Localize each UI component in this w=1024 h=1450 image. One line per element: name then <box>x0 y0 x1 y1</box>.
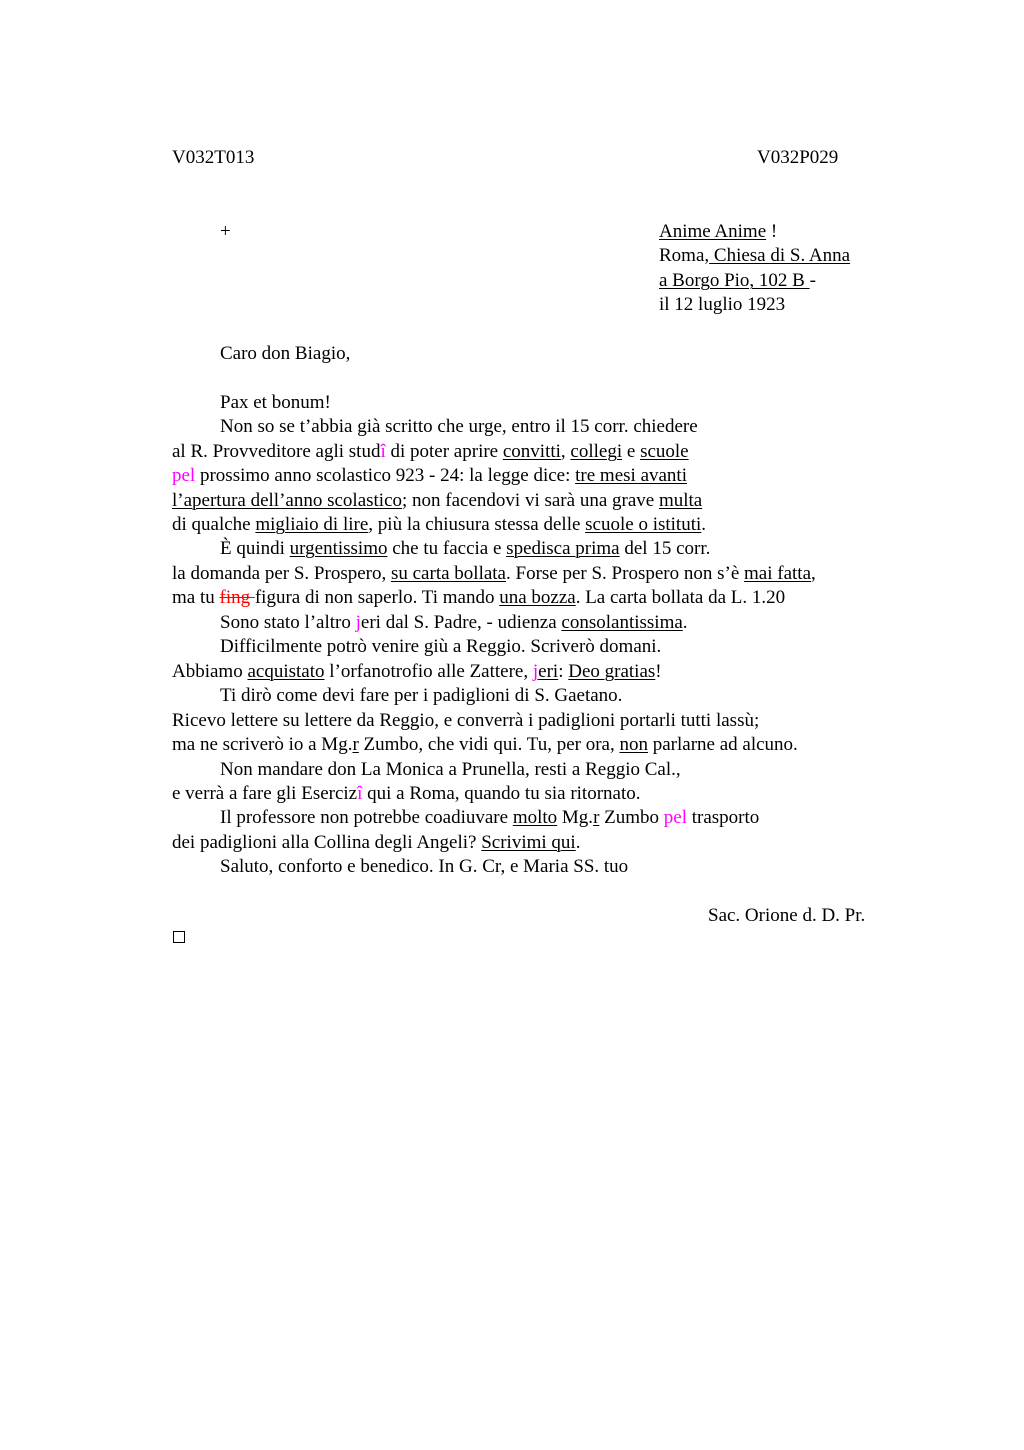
greeting: Caro don Biagio, <box>220 343 351 364</box>
text-run: Il professore non potrebbe coadiuvare <box>220 807 513 828</box>
text-run: di qualche <box>172 514 256 535</box>
body-line-9 <box>172 586 785 610</box>
place-dash: - <box>809 270 816 291</box>
underlined-text: su carta bollata <box>390 563 506 584</box>
body-line-11: Difficilmente potrò venire giù a Reggio. Scriverò domani. <box>220 636 662 657</box>
text-run: , più la chiusura stessa delle <box>368 514 586 535</box>
underlined-text: scuole o istituti <box>585 514 702 535</box>
body-line-6 <box>172 513 706 537</box>
underlined-text: acquistato <box>247 661 325 682</box>
deleted-text: fing <box>219 587 255 608</box>
underlined-text: tre mesi avanti <box>575 465 687 486</box>
underlined-text: scuole <box>640 441 689 462</box>
inserted-mark: j <box>532 661 539 682</box>
text-run: trasporto <box>687 807 760 828</box>
text-run: , <box>560 441 571 462</box>
cross-symbol: + <box>220 221 231 242</box>
underlined-text: migliaio di lire <box>255 514 369 535</box>
text-run: e verrà a fare gli Eserciz <box>172 783 358 804</box>
text-run: . La carta bollata da L. 1.20 <box>575 587 786 608</box>
place-church: Chiesa di S. Anna <box>709 245 851 266</box>
heading-place-line1 <box>659 244 850 268</box>
body-line-20: Saluto, conforto e benedico. In G. Cr, e Maria SS. tuo <box>220 856 629 877</box>
body-line-8 <box>172 562 816 586</box>
document-code-left: V032T013 <box>172 147 255 168</box>
body-line-18 <box>220 806 759 830</box>
text-run: ! <box>655 661 662 682</box>
body-line-7 <box>220 537 710 561</box>
text-run: la domanda per S. Prospero, <box>172 563 391 584</box>
motto-text: Anime Anime <box>659 221 767 242</box>
underlined-text: Deo gratias <box>568 661 656 682</box>
text-run: . <box>701 514 707 535</box>
text-run: qui a Roma, quando tu sia ritornato. <box>362 783 641 804</box>
body-line-19 <box>172 831 580 855</box>
inserted-mark: î <box>380 441 386 462</box>
text-run: Mg. <box>557 807 594 828</box>
place-address: a Borgo Pio, 102 B <box>659 270 810 291</box>
text-run: Sono stato l’altro <box>220 612 356 633</box>
text-run: parlarne ad alcuno. <box>647 734 798 755</box>
body-line-1: Pax et bonum! <box>220 392 331 413</box>
text-run: prossimo anno scolastico 923 - 24: la legge dice: <box>195 465 576 486</box>
underlined-text: consolantissima <box>561 612 683 633</box>
underlined-text: r <box>593 807 600 828</box>
place-city: Roma, <box>659 245 710 266</box>
inserted-word: pel <box>172 465 196 486</box>
body-line-16: Non mandare don La Monica a Prunella, resti a Reggio Cal., <box>220 759 681 780</box>
underlined-text: collegi <box>570 441 623 462</box>
text-run: e <box>622 441 641 462</box>
text-run: dei padiglioni alla Collina degli Angeli? <box>172 832 482 853</box>
body-line-13: Ti dirò come devi fare per i padiglioni di S. Gaetano. <box>220 685 623 706</box>
text-run: ; non facendovi vi sarà una grave <box>402 490 659 511</box>
signature: Sac. Orione d. D. Pr. <box>708 905 866 926</box>
text-run: ma tu <box>172 587 220 608</box>
text-run: di poter aprire <box>385 441 503 462</box>
text-run: del 15 corr. <box>619 538 711 559</box>
text-run: : <box>558 661 569 682</box>
underlined-text: spedisca prima <box>506 538 620 559</box>
letter-date: il 12 luglio 1923 <box>659 294 786 315</box>
body-line-17 <box>172 782 641 806</box>
body-line-14: Ricevo lettere su lettere da Reggio, e converrà i padiglioni portarli tutti lassù; <box>172 710 760 731</box>
underlined-text: eri <box>538 661 559 682</box>
text-run: . <box>682 612 688 633</box>
underlined-text: mai fatta <box>744 563 812 584</box>
heading-place-line2 <box>659 269 816 293</box>
inserted-mark: î <box>357 783 363 804</box>
inserted-mark: j <box>355 612 361 633</box>
underlined-text: Scrivimi qui <box>481 832 576 853</box>
text-run: Zumbo <box>599 807 664 828</box>
body-line-12 <box>172 660 662 684</box>
text-run: Abbiamo <box>172 661 248 682</box>
text-run: Zumbo, che vidi qui. Tu, per ora, <box>358 734 620 755</box>
heading-motto <box>659 220 777 244</box>
underlined-text: l’apertura dell’anno scolastico <box>172 490 403 511</box>
underlined-text: multa <box>658 490 703 511</box>
text-run: È quindi <box>220 538 290 559</box>
text-run: ma ne scriverò io a Mg. <box>172 734 353 755</box>
text-run: . Forse per S. Prospero non s’è <box>506 563 745 584</box>
motto-exclaim: ! <box>766 221 778 242</box>
body-line-5 <box>172 489 702 513</box>
text-run: l’orfanotrofio alle Zattere, <box>324 661 533 682</box>
text-run: , <box>811 563 816 584</box>
body-line-4 <box>172 464 687 488</box>
body-line-2: Non so se t’abbia già scritto che urge, entro il 15 corr. chiedere <box>220 416 698 437</box>
inserted-word: pel <box>663 807 687 828</box>
underlined-text: convitti <box>502 441 561 462</box>
text-run: eri dal S. Padre, - udienza <box>360 612 562 633</box>
end-box-icon <box>173 931 185 943</box>
text-run: . <box>575 832 581 853</box>
text-run: che tu faccia e <box>387 538 507 559</box>
underlined-text: molto <box>512 807 558 828</box>
text-run: al R. Provveditore agli stud <box>172 441 381 462</box>
body-line-3 <box>172 440 689 464</box>
underlined-text: r <box>352 734 359 755</box>
body-line-15 <box>172 733 798 757</box>
document-code-right: V032P029 <box>757 147 839 168</box>
underlined-text: urgentissimo <box>289 538 388 559</box>
underlined-text: una bozza <box>499 587 576 608</box>
text-run: figura di non saperlo. Ti mando <box>254 587 500 608</box>
underlined-text: non <box>619 734 648 755</box>
body-line-10 <box>220 611 688 635</box>
